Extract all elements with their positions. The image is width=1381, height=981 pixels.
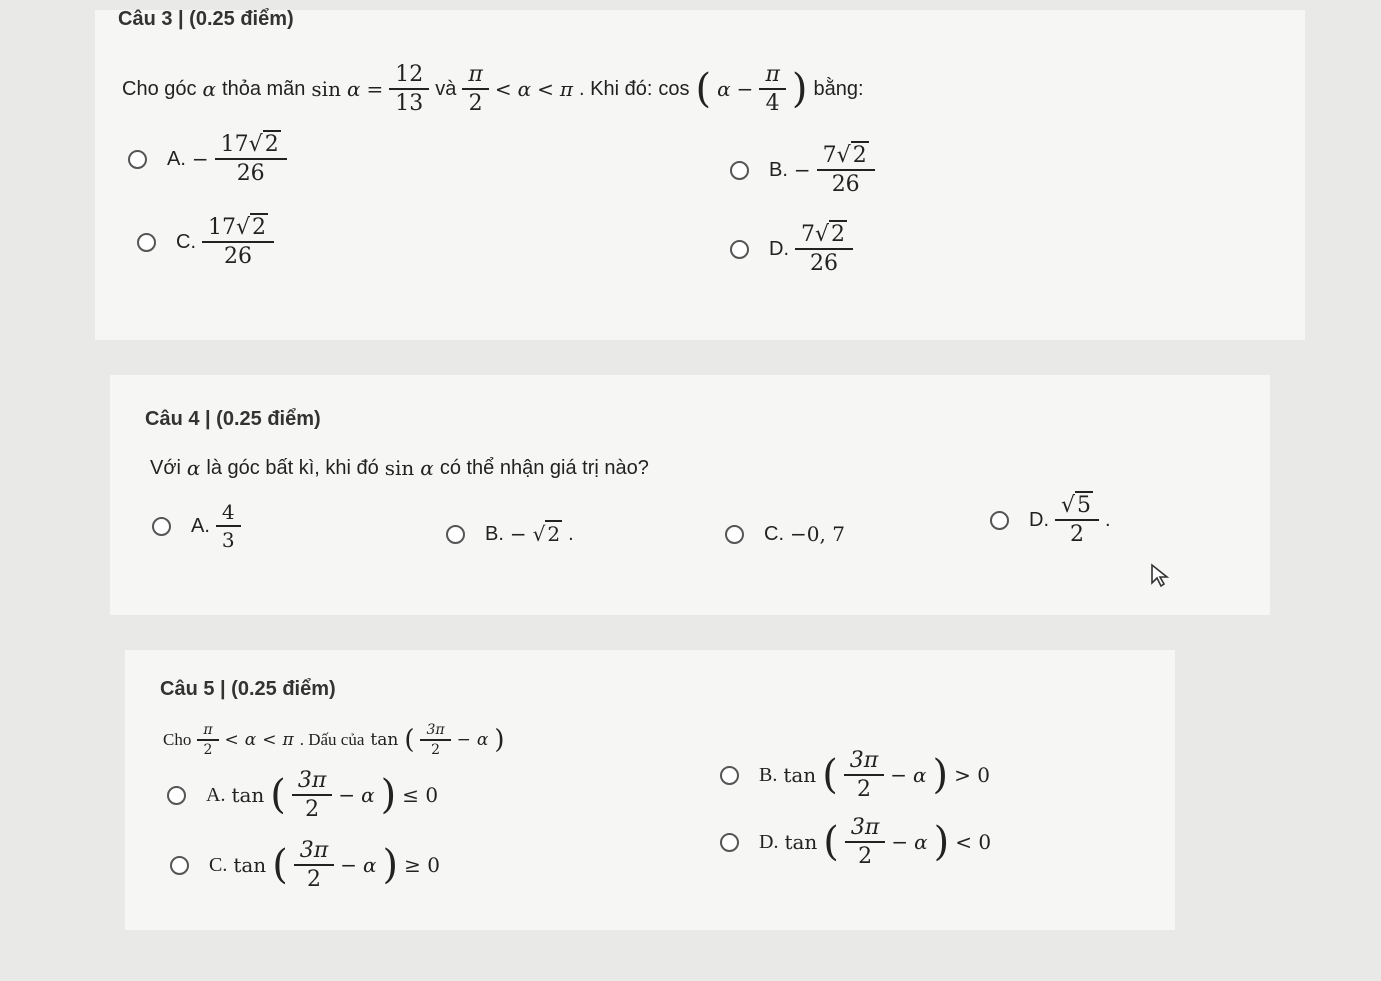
fraction-12-13: $\frac{12}{13}$ bbox=[392, 62, 426, 116]
question-5-header: Câu 5 | (0.25 điểm) bbox=[160, 678, 336, 700]
q3-option-b[interactable]: B. − $\frac{7√2}{26}$ bbox=[730, 143, 875, 197]
radio-button[interactable] bbox=[167, 786, 186, 805]
q5-option-d[interactable]: D. tan ( $\frac{3\pi}{2}$ − α ) < 0 bbox=[720, 815, 991, 869]
radio-button[interactable] bbox=[720, 766, 739, 785]
radio-button[interactable] bbox=[128, 150, 147, 169]
q5-option-c[interactable]: C. tan ( $\frac{3\pi}{2}$ − α ) ≥ 0 bbox=[170, 838, 440, 892]
fraction-pi-2: $\frac{\pi}{2}$ bbox=[465, 62, 485, 116]
question-3-header: Câu 3 | (0.25 điểm) bbox=[118, 8, 294, 30]
q3-option-c[interactable]: C. $\frac{17√2}{26}$ bbox=[137, 215, 274, 269]
q4-option-d[interactable]: D. $\frac{√5}{2}$ . bbox=[990, 493, 1111, 547]
q5-option-b[interactable]: B. tan ( $\frac{3\pi}{2}$ − α ) > 0 bbox=[720, 748, 990, 802]
radio-button[interactable] bbox=[137, 233, 156, 252]
radio-button[interactable] bbox=[730, 161, 749, 180]
radio-button[interactable] bbox=[720, 833, 739, 852]
radio-button[interactable] bbox=[446, 525, 465, 544]
question-3-stem: Cho góc α thỏa mãn sin α = $\frac{12}{13}$ và $\frac{\pi}{2}$ < α < π . Khi đó: cos ( α − $\frac{\pi}{4}$ ) bằng: bbox=[122, 62, 864, 116]
fraction-pi-4: $\frac{\pi}{4}$ bbox=[762, 62, 782, 116]
radio-button[interactable] bbox=[152, 517, 171, 536]
radio-button[interactable] bbox=[990, 511, 1009, 530]
q3-option-d[interactable]: D. $\frac{7√2}{26}$ bbox=[730, 222, 853, 276]
radio-button[interactable] bbox=[725, 525, 744, 544]
q4-option-b[interactable]: B. − √ 2 . bbox=[446, 522, 574, 546]
q3-option-a[interactable]: A. − $\frac{17√2}{26}$ bbox=[128, 132, 287, 186]
question-4-stem: Với α là góc bất kì, khi đó sin α có thể nhận giá trị nào? bbox=[150, 456, 649, 480]
question-5-stem: Cho $\frac{\pi}{2}$ < α < π . Dấu của tan ( $\frac{3\pi}{2}$ − α ) bbox=[163, 722, 505, 758]
mouse-pointer-icon bbox=[1150, 563, 1170, 589]
question-4-header: Câu 4 | (0.25 điểm) bbox=[145, 408, 321, 430]
radio-button[interactable] bbox=[730, 240, 749, 259]
q5-option-a[interactable]: A. tan ( $\frac{3\pi}{2}$ − α ) ≤ 0 bbox=[167, 768, 438, 822]
q4-option-a[interactable]: A. $\frac{4}{3}$ bbox=[152, 500, 241, 552]
q4-option-c[interactable]: C. −0, 7 bbox=[725, 522, 845, 546]
radio-button[interactable] bbox=[170, 856, 189, 875]
